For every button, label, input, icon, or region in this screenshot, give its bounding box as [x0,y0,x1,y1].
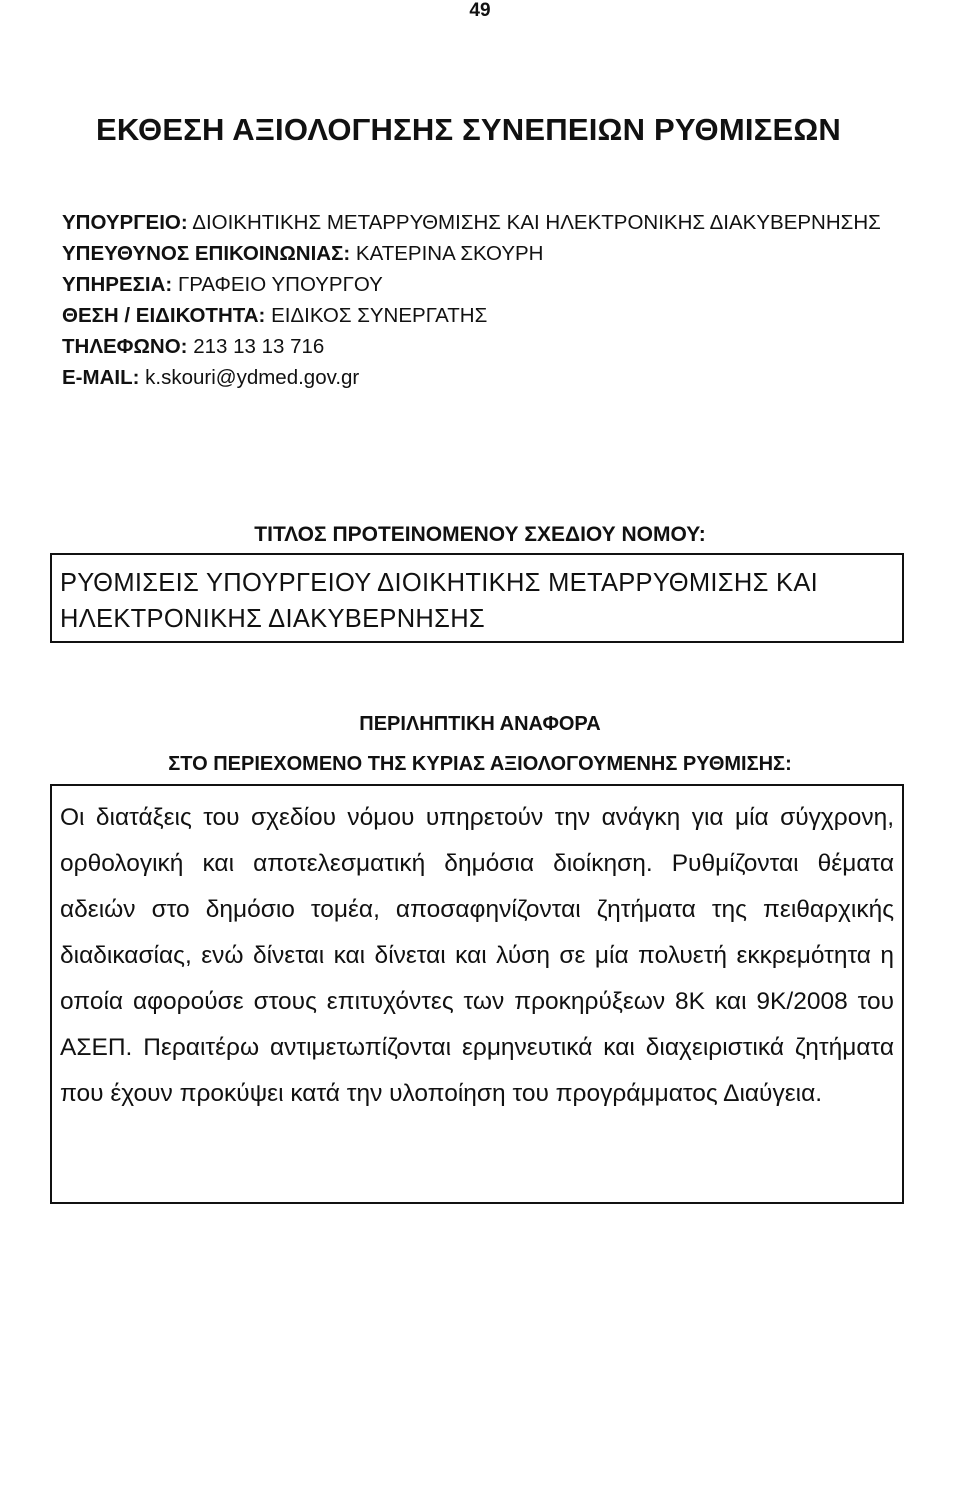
summary-heading-line2: ΣΤΟ ΠΕΡΙΕΧΟΜΕΝΟ ΤΗΣ ΚΥΡΙΑΣ ΑΞΙΟΛΟΓΟΥΜΕΝΗΣ ΡΥΘΜΙΣΗΣ: [168,753,792,775]
draft-law-title: ΡΥΘΜΙΣΕΙΣ ΥΠΟΥΡΓΕΙΟΥ ΔΙΟΙΚΗΤΙΚΗΣ ΜΕΤΑΡΡΥΘΜΙΣΗΣ ΚΑΙ ΗΛΕΚΤΡΟΝΙΚΗΣ ΔΙΑΚΥΒΕΡΝΗΣΗΣ [60,569,819,633]
page-number: 49 [469,0,491,21]
summary-heading [0,704,960,784]
draft-law-heading: ΤΙΤΛΟΣ ΠΡΟΤΕΙΝΟΜΕΝΟΥ ΣΧΕΔΙΟΥ ΝΟΜΟΥ: [254,523,706,546]
phone-row [62,331,882,362]
email-row [62,362,882,393]
ministry-label: ΥΠΟΥΡΓΕΙΟ: [62,211,188,234]
contact-label: ΥΠΕΥΘΥΝΟΣ ΕΠΙΚΟΙΝΩΝΙΑΣ: [62,242,351,265]
ministry-row [62,207,882,238]
document-title: ΕΚΘΕΣΗ ΑΞΙΟΛΟΓΗΣΗΣ ΣΥΝΕΠΕΙΩΝ ΡΥΘΜΙΣΕΩΝ [96,112,842,147]
summary-heading-line1: ΠΕΡΙΛΗΠΤΙΚΗ ΑΝΑΦΟΡΑ [359,713,601,735]
service-label: ΥΠΗΡΕΣΙΑ: [62,273,173,296]
service-row [62,269,882,300]
position-row [62,300,882,331]
report-details [62,207,882,393]
position-label: ΘΕΣΗ / ΕΙΔΙΚΟΤΗΤΑ: [62,304,266,327]
contact-value: ΚΑΤΕΡΙΝΑ ΣΚΟΥΡΗ [355,242,544,265]
summary-box [50,784,904,1204]
ministry-value: ΔΙΟΙΚΗΤΙΚΗΣ ΜΕΤΑΡΡΥΘΜΙΣΗΣ ΚΑΙ ΗΛΕΚΤΡΟΝΙΚΗΣ ΔΙΑΚΥΒΕΡΝΗΣΗΣ [192,211,881,234]
phone-value: 213 13 13 716 [193,335,325,358]
summary-text: Οι διατάξεις του σχεδίου νόμου υπηρετούν την ανάγκη για μία σύγχρονη, ορθολογική και αποτελεσματική δημόσια διοίκηση. Ρυθμίζονται θέματα αδειών στο δημόσιο τομέα, αποσαφηνίζονται ζητήματα της πειθαρχικής διαδικασίας, ενώ δίνεται και δίνεται και λύση σε μία πολυετή εκκρεμότητα η οποία αφορούσε στους επιτυχόντες των προκηρύξεων 8Κ και 9Κ/2008 του ΑΣΕΠ. Περαιτέρω αντιμετωπίζονται ερμηνευτικά και διαχειριστικά ζητήματα που έχουν προκύψει κατά την υλοποίηση του προγράμματος Διαύγεια. [60,804,894,1107]
position-value: ΕΙΔΙΚΟΣ ΣΥΝΕΡΓΑΤΗΣ [271,304,488,327]
contact-row [62,238,882,269]
service-value: ΓΡΑΦΕΙΟ ΥΠΟΥΡΓΟΥ [177,273,383,296]
email-label: E-MAIL: [62,366,140,389]
phone-label: ΤΗΛΕΦΩΝΟ: [62,335,188,358]
email-value: k.skouri@ydmed.gov.gr [145,366,360,389]
draft-law-title-box [50,553,904,643]
